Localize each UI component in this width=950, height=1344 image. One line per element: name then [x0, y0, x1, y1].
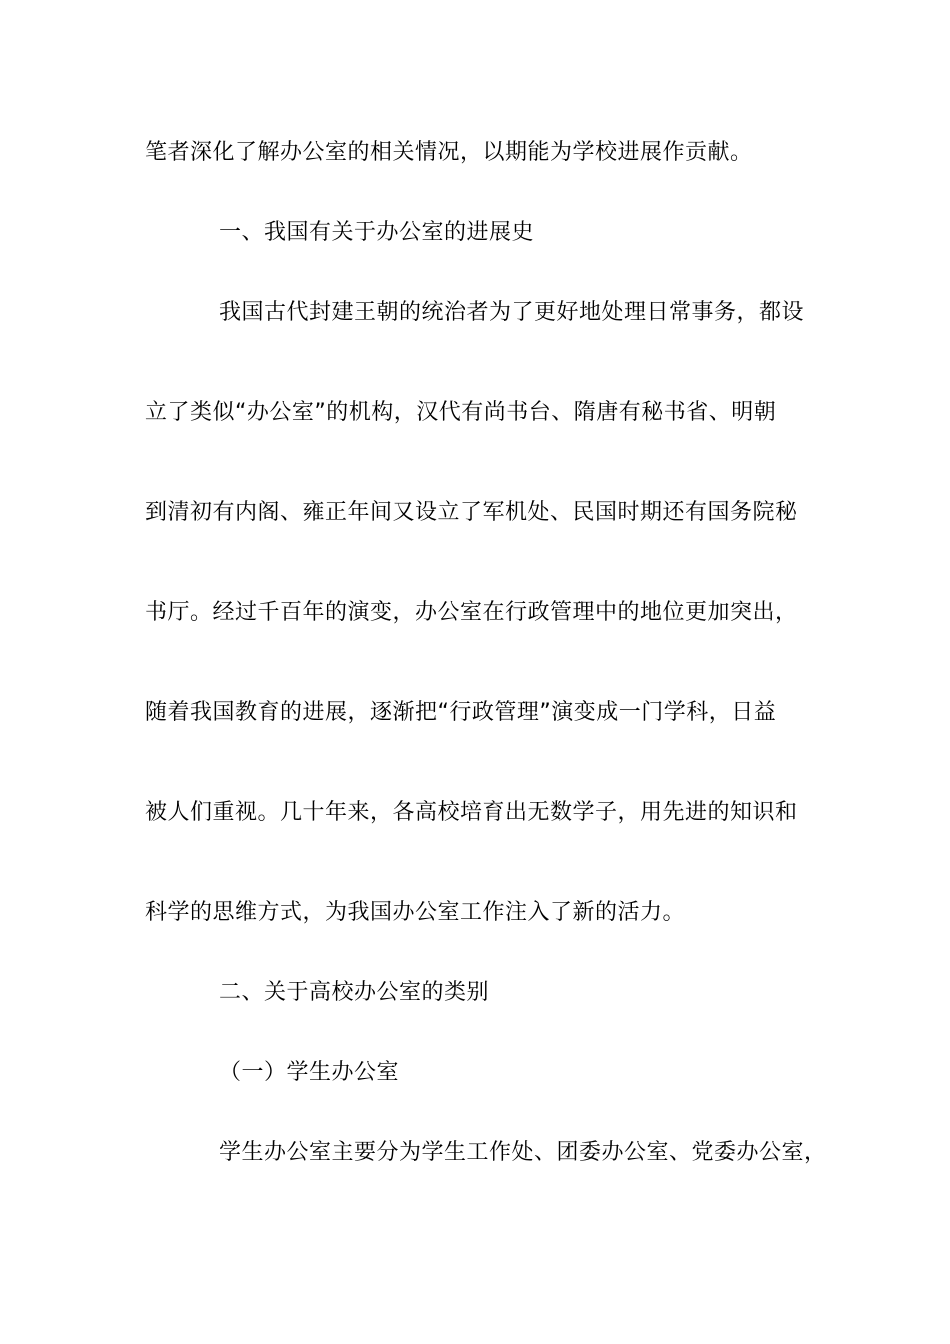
subsection-heading: （一）学生办公室: [219, 1060, 400, 1085]
paragraph-line: 被人们重视。几十年来，各高校培育出无数学子，用先进的知识和: [145, 800, 798, 825]
section-heading: 一、我国有关于办公室的进展史: [219, 220, 535, 245]
paragraph-line: 我国古代封建王朝的统治者为了更好地处理日常事务，都设: [219, 300, 805, 325]
paragraph-line: 科学的思维方式，为我国办公室工作注入了新的活力。: [145, 900, 686, 925]
section-heading: 二、关于高校办公室的类别: [219, 980, 490, 1005]
paragraph-line: 书厅。经过千百年的演变，办公室在行政管理中的地位更加突出，: [145, 600, 798, 625]
paragraph-line: 笔者深化了解办公室的相关情况，以期能为学校进展作贡献。: [145, 140, 753, 165]
paragraph-line: 到清初有内阁、雍正年间又设立了军机处、民国时期还有国务院秘: [145, 500, 798, 525]
paragraph-line: 立了类似“办公室”的机构，汉代有尚书台、隋唐有秘书省、明朝: [145, 400, 777, 425]
paragraph-line: 随着我国教育的进展，逐渐把“行政管理”演变成一门学科，日益: [145, 700, 777, 725]
paragraph-line: 学生办公室主要分为学生工作处、团委办公室、党委办公室，: [219, 1140, 827, 1165]
